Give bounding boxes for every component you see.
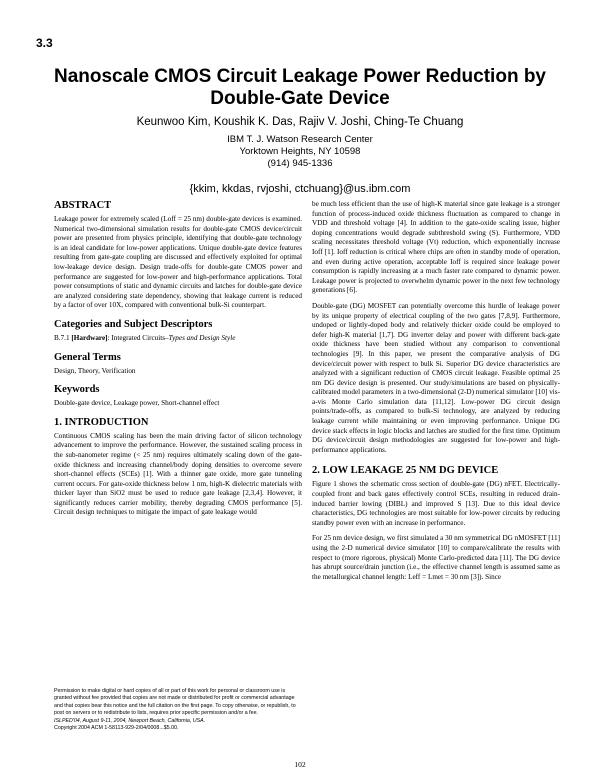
title-line-2: Double-Gate Device xyxy=(210,88,390,109)
right-column xyxy=(312,200,560,582)
acm-subject-italic: Types and Design Style xyxy=(168,333,236,342)
affiliation-city: Yorktown Heights, NY 10598 xyxy=(239,146,361,157)
keywords-heading: Keywords xyxy=(54,384,100,396)
introduction-text: Continuous CMOS scaling has been the main driving factor of silicon technology advancement to improve the performance. However, the sustained scaling process in the sub-nanometer regime (< 25 nm) requires ultimately scaling down of the gate-oxide thickness and increasing channel/body doping densities to overcome severe short-channel effects (SCEs) [1]. With a thinner gate oxide, more gate tunneling current occurs. For gate-oxide thickness below 1 nm, high-K dielectric materials with thicker layer than SiO2 must be used to reduce gate leakage [2,3,4]. However, it significantly reduces carrier mobility, thereby degrading CMOS performance [5]. Circuit design techniques to mitigate the impact of gate leakage would xyxy=(54,431,302,517)
page-number: 102 xyxy=(294,760,306,769)
right-paragraph-2: Double-gate (DG) MOSFET can potentially overcome this hurdle of leakage power by its unique property of electrical coupling of the two gates [7,8,9]. Furthermore, undoped or lightly-doped body and relatively thicker oxide could be employed to defer high-K material [1,7]. DG inverter delay and power with different back-gate oxide thickness have been studied without any comparison to conventional technologies [9]. In this paper, we present the comparative analysis of DG device/circuit power with respect to bulk Si. Superior DG device characteristics are analyzed with a significant reduction of CMOS circuit leakage. Feasible optimal 25 nm DG device design is presented. Our study/simulations are based on physically-calibrated model parameters in a two-dimensional (2-D) numerical simulator [10] vis-a-vis Monte Carlo simulation data [11,12]. Low-power DG circuit design points/trade-offs, as compared to bulk-Si technology, are analyzed by reducing leakage current while maintaining or even improving performance. Unique DG device stack effects in logic blocks and latches are studied for the first time. Optimum DG device/circuit design methodologies are suggested for low-power and high-performance applications. xyxy=(312,301,560,454)
acm-hardware: [Hardware] xyxy=(71,333,108,342)
permission-footnote xyxy=(54,688,302,732)
general-terms-heading: General Terms xyxy=(54,351,121,363)
session-number: 3.3 xyxy=(36,36,53,50)
conference-line: ISLPED'04, August 9-11, 2004, Newport Beach, California, USA. xyxy=(54,717,206,724)
title-line-1: Nanoscale CMOS Circuit Leakage Power Reduction by xyxy=(53,66,546,87)
right-paragraph-3: Figure 1 shows the schematic cross section of double-gate (DG) nFET. Electrically-coupled front and back gates effectively control SCEs, resulting in reduced drain-induced barrier lowing (DIBL) and improved S [13]. Due to this ideal device characteristics, DG technologies are most suitable for low-power circuits by reducing standby power even with an increase in performance. xyxy=(312,480,560,527)
abstract-heading: ABSTRACT xyxy=(54,200,112,211)
paper-title xyxy=(40,66,560,110)
categories-heading: Categories and Subject Descriptors xyxy=(54,318,213,330)
section-2-heading: 2. LOW LEAKAGE 25 NM DG DEVICE xyxy=(312,465,499,477)
copyright-line: Copyright 2004 ACM 1-58113-929-2/04/0008...$5.00. xyxy=(54,725,179,732)
acm-classification xyxy=(54,334,302,344)
abstract-text: Leakage power for extremely scaled (Loff = 25 nm) double-gate devices is examined. Numerical two-dimensional simulation results for double-gate CMOS device/circuit power are presented from physics principle, identifying that double-gate technology is an ideal candidate for low-power applications. Unique double-gate device features resulting from gate-gate coupling are discussed and effectively exploited for optimal low-leakage device design. Design trade-offs for double-gate CMOS power and performance are suggested for low-power and high-performance applications. Total power consumptions of static and dynamic circuits and latches for double-gate device are analyzed considering state dependency, showing that leakage current is reduced by a factor of over 10X, compared with conventional bulk-Si counterpart. xyxy=(54,215,302,310)
acm-code: B.7.1 xyxy=(54,333,72,342)
right-paragraph-4: For 25 nm device design, we first simulated a 30 nm symmetrical DG nMOSFET [11] using the 2-D numerical device simulator [10] to compare/calibrate the results with respect to (more rigorous, physical) Monte Carlo-predicted data [11]. The DG device has abrupt source/drain junction (i.e., the effective channel length is assumed same as the metallurgical channel length: Leff = Lmet = 30 nm [3]). Since xyxy=(312,534,560,581)
keywords-text: Double-gate device, Leakage power, Short-channel effect xyxy=(54,399,220,408)
permission-text: Permission to make digital or hard copies of all or part of this work for personal or classroom use is granted without fee provided that copies are not made or distributed for profit or commercial advantage and that copies bear this notice and the full citation on the first page. To copy otherwise, or republish, to post on servers or to redistribute to lists, requires prior specific permission and/or a fee. xyxy=(54,688,296,717)
author-emails: {kkim, kkdas, rvjoshi, ctchuang}@us.ibm.com xyxy=(189,183,411,195)
affiliation-org: IBM T. J. Watson Research Center xyxy=(227,134,373,145)
right-paragraph-1: be much less efficient than the use of high-K material since gate leakage is a stronger function of process-induced oxide thickness fluctuation as compared to change in VDD and threshold voltage [4]. In addition to the gate-oxide scaling issue, higher doping concentrations would degrade subthreshold swing (S). Furthermore, VDD scaling necessitates threshold voltage (Vt) reduction, which exponentially increase Ioff [1]. Ioff reduction is critical where chips are often in standby mode of operation, and even during active operation, acceptable Ioff is required since leakage power consumption is rapidly increasing at a much faster rate compared to dynamic power. Leakage power is projected to overwhelm dynamic power in the next few technology generations [6]. xyxy=(312,200,560,295)
general-terms-text: Design, Theory, Verification xyxy=(54,366,136,375)
left-column xyxy=(54,200,302,518)
author-list: Keunwoo Kim, Koushik K. Das, Rajiv V. Joshi, Ching-Te Chuang xyxy=(136,116,464,128)
affiliation-phone: (914) 945-1336 xyxy=(267,158,333,169)
introduction-heading: 1. INTRODUCTION xyxy=(54,416,149,428)
acm-subject: : Integrated Circuits– xyxy=(107,333,169,342)
